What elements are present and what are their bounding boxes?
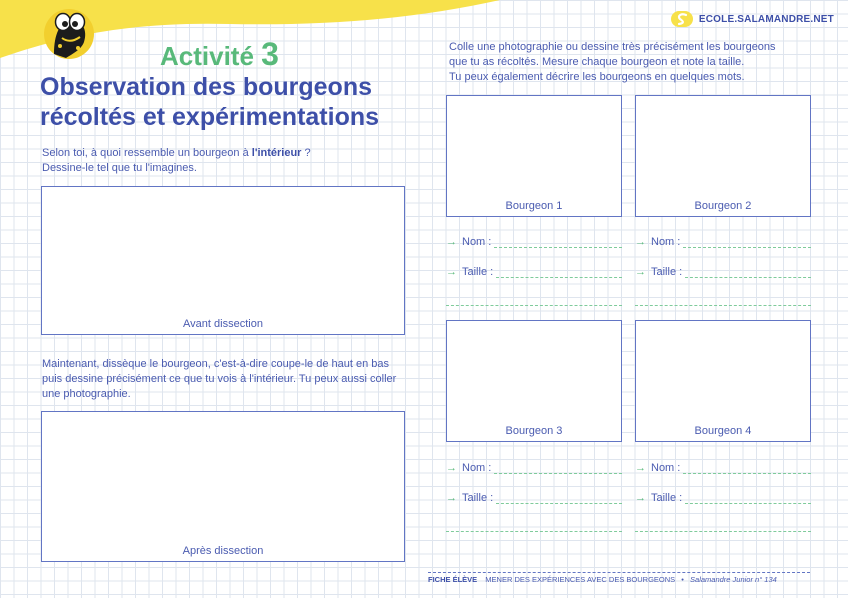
bud-1-notes-line[interactable] (446, 305, 622, 306)
arrow-icon: → (635, 266, 646, 278)
brand (671, 11, 834, 27)
bud-1-name-label: Nom : (462, 236, 492, 248)
intro-line-1: Colle une photographie ou dessine très précisément les bourgeons (449, 41, 776, 53)
bud-2-size-label: Taille : (651, 266, 683, 278)
page-title: Observation des bourgeons récoltés et expérimentations (40, 73, 380, 131)
question-1 (42, 146, 402, 176)
bud-2-size-field[interactable] (635, 266, 811, 278)
arrow-icon: → (635, 462, 646, 474)
bud-box-1[interactable] (446, 95, 622, 217)
bud-label-3: Bourgeon 3 (505, 425, 563, 437)
drawing-box-before[interactable] (41, 186, 405, 335)
bud-1-size-field[interactable] (446, 266, 622, 278)
bud-4-size-label: Taille : (651, 492, 683, 504)
right-intro (449, 40, 819, 85)
activity-word: Activité (160, 41, 254, 71)
question-1-end: ? (301, 147, 311, 159)
footer-subject: MENER DES EXPÉRIENCES AVEC DES BOURGEONS (485, 575, 676, 584)
intro-line-2: que tu as récoltés. Mesure chaque bourgeon et note la taille. (449, 56, 745, 68)
bud-2-name-field[interactable] (635, 236, 811, 248)
footer-divider (428, 572, 810, 573)
drawing-box-after[interactable] (41, 411, 405, 562)
bud-3-name-label: Nom : (462, 462, 492, 474)
footer-bullet: • (681, 575, 684, 584)
bud-2-notes-line[interactable] (635, 305, 811, 306)
bud-box-4[interactable] (635, 320, 811, 442)
bud-label-2: Bourgeon 2 (694, 200, 752, 212)
salamander-mascot-icon (40, 4, 98, 60)
bud-3-name-field[interactable] (446, 462, 622, 474)
box-label-before: Avant dissection (183, 318, 263, 330)
bud-4-name-label: Nom : (651, 462, 681, 474)
bud-4-notes-line[interactable] (635, 531, 811, 532)
question-1-text: Selon toi, à quoi ressemble un bourgeon à (42, 147, 252, 159)
bud-3-size-field[interactable] (446, 492, 622, 504)
question-1-emphasis: l'intérieur (251, 147, 302, 159)
footer-fiche: FICHE ÉLÈVE (428, 575, 478, 584)
bud-1-name-field[interactable] (446, 236, 622, 248)
arrow-icon: → (446, 266, 457, 278)
intro-line-3: Tu peux également décrire les bourgeons en quelques mots. (449, 71, 745, 83)
bud-box-3[interactable] (446, 320, 622, 442)
arrow-icon: → (446, 492, 457, 504)
footer-issue: Salamandre Junior n° 134 (690, 575, 777, 584)
activity-number: 3 (261, 36, 279, 72)
bud-label-1: Bourgeon 1 (505, 200, 563, 212)
arrow-icon: → (635, 492, 646, 504)
brand-url[interactable]: ECOLE.SALAMANDRE.NET (698, 13, 834, 25)
arrow-icon: → (446, 236, 457, 248)
salamandre-logo-icon (671, 11, 693, 27)
activity-title (160, 36, 279, 73)
bud-box-2[interactable] (635, 95, 811, 217)
bud-label-4: Bourgeon 4 (694, 425, 752, 437)
arrow-icon: → (635, 236, 646, 248)
question-2: Maintenant, dissèque le bourgeon, c'est-à-dire coupe-le de haut en bas puis dessine précisément ce que tu vois à l'intérieur. Tu peux aussi coller une photographie. (42, 358, 397, 400)
bud-3-size-label: Taille : (462, 492, 494, 504)
bud-1-size-label: Taille : (462, 266, 494, 278)
bud-4-size-field[interactable] (635, 492, 811, 504)
question-1-line2: Dessine-le tel que tu l'imagines. (42, 162, 197, 174)
bud-3-notes-line[interactable] (446, 531, 622, 532)
bud-2-name-label: Nom : (651, 236, 681, 248)
bud-4-name-field[interactable] (635, 462, 811, 474)
footer (428, 575, 777, 584)
arrow-icon: → (446, 462, 457, 474)
box-label-after: Après dissection (182, 545, 264, 557)
